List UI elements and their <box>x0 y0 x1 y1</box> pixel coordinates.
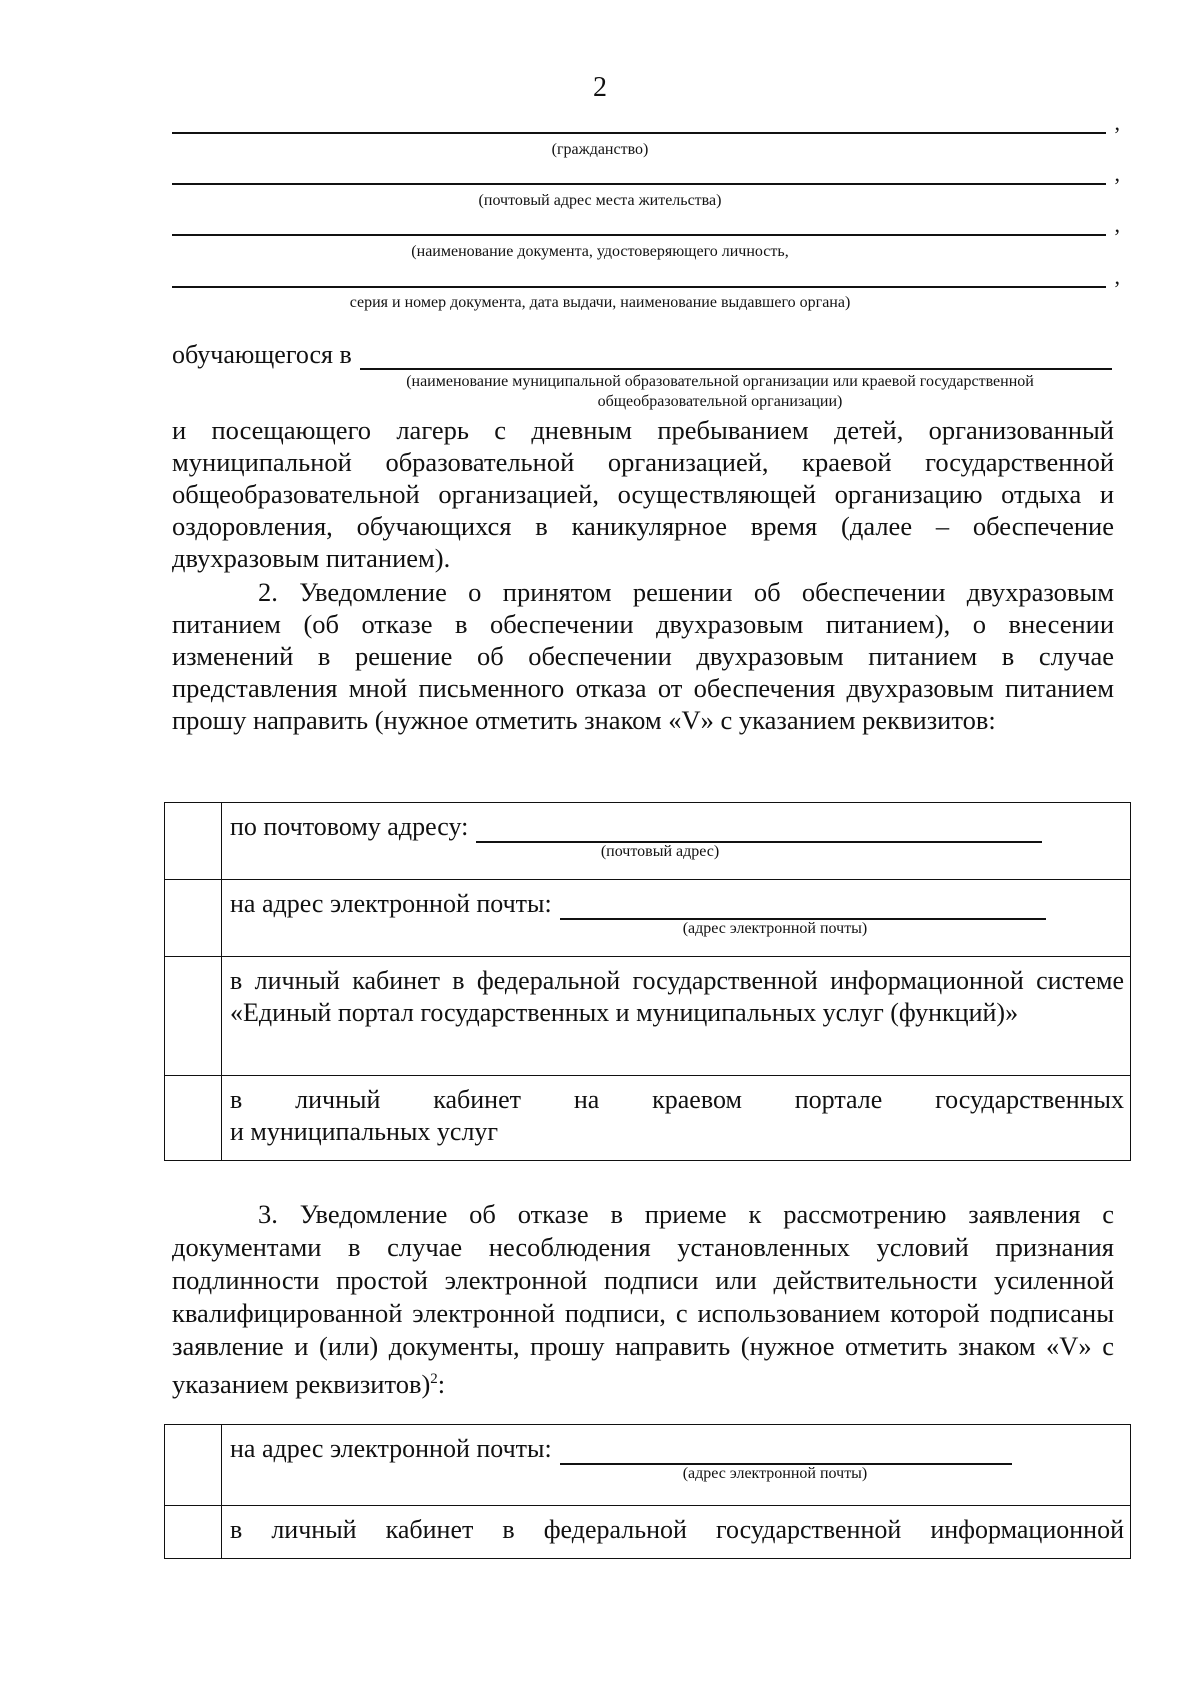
gosuslugi-checkbox-2[interactable] <box>165 1506 222 1559</box>
email-checkbox[interactable] <box>165 880 222 957</box>
line-comma: , <box>1114 264 1120 289</box>
study-row <box>172 340 1112 370</box>
email-option <box>222 880 1131 957</box>
school-name-field[interactable] <box>360 342 1112 370</box>
document-details-caption: серия и номер документа, дата выдачи, наименование выдавшего органа) <box>349 294 851 311</box>
table-row <box>165 1076 1131 1161</box>
gosuslugi-checkbox[interactable] <box>165 957 222 1076</box>
postal-checkbox[interactable] <box>165 803 222 880</box>
paragraph-notification-decision: 2. Уведомление о принятом решении об обеспечении двухразовым питанием (об отказе в обеспечении двухразовым питанием), о внесении изменений в решение об обеспечении двухразовым питанием в случае представления мной письменного отказа от обеспечения двухразовым питанием прошу направить (нужное отметить знаком «V» с указанием реквизитов: <box>172 577 1114 735</box>
postal-address-line[interactable] <box>172 161 1120 186</box>
email-address-input[interactable] <box>560 894 1046 920</box>
regional-portal-line2: и муниципальных услуг <box>230 1117 499 1146</box>
study-label: обучающегося в <box>172 340 352 369</box>
postal-field-row <box>230 811 1124 843</box>
email-address-input-2[interactable] <box>560 1439 1012 1465</box>
line-comma: , <box>1114 212 1120 237</box>
refusal-notification-table <box>164 1424 1131 1559</box>
table-row <box>165 957 1131 1076</box>
table-row <box>165 880 1131 957</box>
gosuslugi-option-2: в личный кабинет в федеральной государственной информационной <box>222 1506 1131 1559</box>
email-caption-2: (адрес электронной почты) <box>682 1465 868 1482</box>
postal-caption: (почтовый адрес) <box>600 843 720 860</box>
school-name-caption <box>300 372 1140 412</box>
citizenship-caption: (гражданство) <box>551 141 649 158</box>
paragraph-refusal-text: 3. Уведомление об отказе в приеме к рассмотрению заявления с документами в случае несоблюдения установленных условий признания подлинности простой электронной подписи или действительности усиленной квалифицированной электронной подписи, с использованием которой подписаны заявление и (или) документы, прошу направить (нужное отметить знаком «V» с указанием реквизитов) <box>172 1199 1114 1399</box>
email-field-row-2 <box>230 1433 1124 1465</box>
paragraph-refusal-notification <box>172 1198 1114 1401</box>
line-comma: , <box>1114 110 1120 135</box>
postal-address-caption: (почтовый адрес места жительства) <box>478 192 722 209</box>
email-checkbox-2[interactable] <box>165 1425 222 1506</box>
identity-document-caption: (наименование документа, удостоверяющего личность, <box>411 243 789 260</box>
paragraph-camp: и посещающего лагерь с дневным пребыванием детей, организованный муниципальной образовательной организацией, краевой государственной общеобразовательной организацией, осуществляющей организацию отдыха и оздоровления, обучающихся в каникулярное время (далее – обеспечение двухразовым питанием). <box>172 415 1114 573</box>
postal-address-input[interactable] <box>476 817 1042 843</box>
regional-portal-checkbox[interactable] <box>165 1076 222 1161</box>
footnote-marker: 2 <box>430 1371 438 1387</box>
paragraph-refusal-end: : <box>437 1368 446 1399</box>
identity-document-line[interactable] <box>172 212 1120 237</box>
postal-label: по почтовому адресу: <box>230 812 469 841</box>
regional-portal-line1: в личный кабинет на краевом портале государственных <box>230 1085 1124 1114</box>
postal-option <box>222 803 1131 880</box>
email-label-2: на адрес электронной почты: <box>230 1434 552 1463</box>
citizenship-line[interactable] <box>172 110 1120 135</box>
table-row <box>165 1425 1131 1506</box>
page-number: 2 <box>593 72 607 103</box>
email-option-2 <box>222 1425 1131 1506</box>
email-field-row <box>230 888 1124 920</box>
notification-method-table <box>164 802 1131 1161</box>
table-row <box>165 1506 1131 1559</box>
regional-portal-option <box>222 1076 1131 1161</box>
email-label: на адрес электронной почты: <box>230 889 552 918</box>
gosuslugi-option: в личный кабинет в федеральной государственной информационной системе «Единый портал государственных и муниципальных услуг (функций)» <box>222 957 1131 1076</box>
line-comma: , <box>1114 161 1120 186</box>
email-caption: (адрес электронной почты) <box>682 920 868 937</box>
table-row <box>165 803 1131 880</box>
school-name-caption-line2: общеобразовательной организации) <box>597 393 843 410</box>
school-name-caption-line1: (наименование муниципальной образовательной организации или краевой государственной <box>406 373 1034 390</box>
document-details-line[interactable] <box>172 264 1120 289</box>
